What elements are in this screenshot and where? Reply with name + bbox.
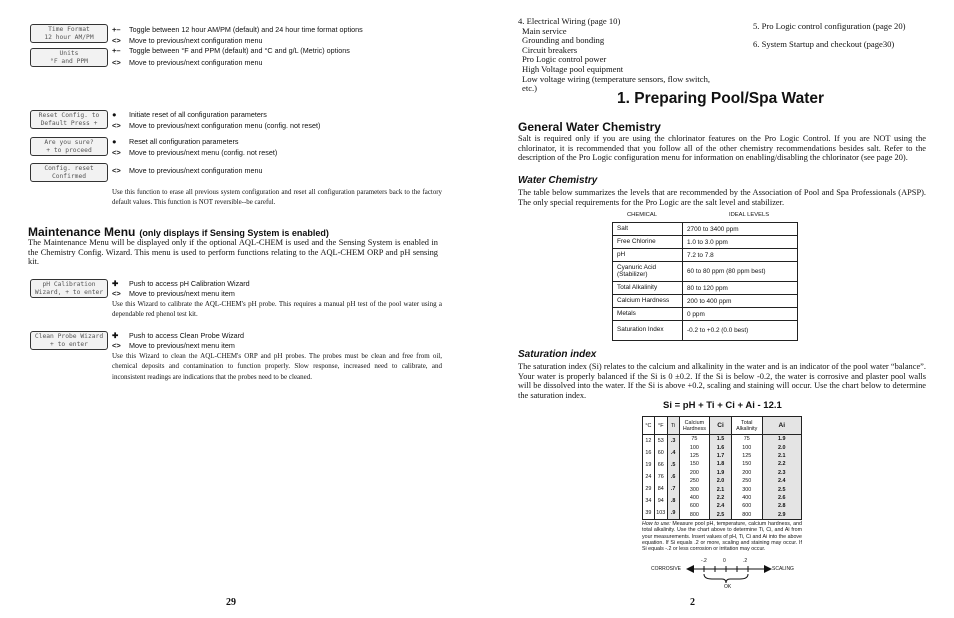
toc-subitem: Grounding and bonding bbox=[522, 35, 605, 46]
levels-value: 60 to 80 ppm (80 ppm best) bbox=[683, 262, 798, 282]
si-cell-c: 12 bbox=[645, 438, 652, 444]
action-text: Move to previous/next configuration menu (config. not reset) bbox=[129, 121, 321, 130]
levels-chemical: Free Chlorine bbox=[613, 236, 683, 249]
toc-subitem: Pro Logic control power bbox=[522, 54, 607, 65]
si-column-ta bbox=[732, 417, 763, 519]
action-text: Move to previous/next menu (config. not reset) bbox=[129, 148, 278, 157]
left-right-arrows-icon: <> bbox=[112, 148, 121, 157]
si-cell-c: 19 bbox=[645, 462, 652, 468]
si-cell-f: 53 bbox=[657, 438, 664, 444]
toc-right bbox=[753, 21, 906, 49]
si-cell-ch: 600 bbox=[689, 503, 699, 510]
si-cell-c: 39 bbox=[645, 510, 652, 516]
si-cell-ai: 2.0 bbox=[778, 444, 786, 451]
si-cell-ch: 100 bbox=[689, 444, 699, 451]
toc-subitem: Main service bbox=[522, 25, 567, 36]
saturation-title: Saturation index bbox=[518, 349, 597, 360]
si-cell-c: 29 bbox=[645, 486, 652, 492]
lcd-display bbox=[30, 24, 108, 43]
lcd-line: + to enter bbox=[50, 341, 88, 348]
si-column-ch bbox=[680, 417, 711, 519]
si-column-ti bbox=[668, 417, 680, 519]
si-column-c bbox=[643, 417, 655, 519]
si-cell-ai: 2.6 bbox=[778, 494, 786, 501]
lcd-line: Default Press + bbox=[40, 120, 98, 127]
lcd-line: 12 hour AM/PM bbox=[44, 34, 94, 41]
si-cell-ai: 2.5 bbox=[778, 486, 786, 493]
lcd-display bbox=[30, 110, 108, 129]
si-cell-ai: 2.4 bbox=[778, 478, 786, 485]
si-cell-ta: 600 bbox=[742, 503, 752, 510]
lcd-display bbox=[30, 48, 108, 67]
plus-icon: ✚ bbox=[112, 331, 119, 340]
levels-chemical: Total Alkalinity bbox=[613, 282, 683, 295]
si-cell-ch: 400 bbox=[689, 494, 699, 501]
si-cell-ch: 300 bbox=[689, 486, 699, 493]
si-cell-ti: .7 bbox=[670, 486, 676, 492]
levels-row bbox=[613, 295, 798, 308]
left-right-arrows-icon: <> bbox=[112, 341, 121, 350]
plus-button-icon: ● bbox=[112, 110, 117, 119]
how-to-use bbox=[642, 521, 802, 552]
si-cell-f: 60 bbox=[657, 450, 664, 456]
left-right-arrows-icon: <> bbox=[112, 121, 121, 130]
si-cell-ci: 2.2 bbox=[716, 494, 725, 501]
left-right-arrows-icon: <> bbox=[112, 36, 121, 45]
si-cell-f: 84 bbox=[657, 486, 664, 492]
toc-subitem: High Voltage pool equipment bbox=[522, 63, 624, 74]
lcd-line: Time Format bbox=[48, 25, 90, 33]
general-title: General Water Chemistry bbox=[518, 120, 661, 134]
si-column-ai bbox=[763, 417, 802, 519]
si-cell-ci: 1.5 bbox=[716, 436, 725, 443]
action-text: Toggle between °F and PPM (default) and °C and g/L (Metric) options bbox=[129, 46, 350, 55]
si-cell-ch: 150 bbox=[689, 461, 699, 468]
chapter-title: 1. Preparing Pool/Spa Water bbox=[617, 90, 825, 107]
action-row bbox=[112, 166, 262, 175]
lcd-line: Clean Probe Wizard bbox=[34, 332, 104, 340]
si-cell-f: 66 bbox=[657, 462, 664, 468]
lcd-line: + to proceed bbox=[46, 147, 92, 154]
maintenance-title: Maintenance Menu bbox=[28, 225, 136, 239]
si-cell-ti: .6 bbox=[670, 474, 676, 480]
action-text: Move to previous/next menu item bbox=[129, 341, 235, 350]
action-row bbox=[112, 46, 350, 55]
lcd-line: Are you sure? bbox=[44, 138, 94, 146]
scale-tick-pos: .2 bbox=[743, 558, 748, 564]
si-cell-ta: 250 bbox=[742, 478, 752, 485]
levels-row bbox=[613, 308, 798, 321]
si-cell-ti: .3 bbox=[670, 438, 676, 444]
lcd-line: Reset Config. to bbox=[38, 111, 100, 119]
si-cell-f: 103 bbox=[656, 510, 666, 516]
si-cell-ci: 2.1 bbox=[716, 486, 725, 493]
wizard-note: Use this Wizard to calibrate the AQL-CHEM's pH probe. This requires a manual pH test of the pool water using a dependable red phenol test kit. bbox=[112, 300, 442, 319]
page-number-left: 29 bbox=[226, 597, 236, 608]
saturation-index-table bbox=[642, 416, 802, 520]
si-header-ch: Calcium Hardness bbox=[680, 417, 710, 435]
action-text: Reset all configuration parameters bbox=[129, 137, 239, 146]
plus-minus-icon: +– bbox=[112, 25, 121, 34]
si-cell-ta: 150 bbox=[742, 461, 752, 468]
water-text: The table below summarizes the levels that are recommended by the Association of Pool and Spa Professionals (APSP). The only special requirements for the Pro Logic are the salt level and stabilizer. bbox=[518, 188, 926, 207]
lcd-display bbox=[30, 137, 108, 156]
si-cell-ch: 75 bbox=[691, 436, 698, 443]
si-body-ai bbox=[763, 435, 802, 519]
levels-value: -0.2 to +0.2 (0.0 best) bbox=[683, 321, 798, 341]
levels-chemical: Metals bbox=[613, 308, 683, 321]
plus-button-icon: ● bbox=[112, 137, 117, 146]
si-cell-f: 76 bbox=[657, 474, 664, 480]
action-text: Move to previous/next configuration menu bbox=[129, 36, 263, 45]
action-row bbox=[112, 121, 320, 130]
si-cell-ai: 2.1 bbox=[778, 452, 786, 459]
maintenance-intro: The Maintenance Menu will be displayed only if the optional AQL-CHEM is used and the Sensing System is enabled in the Chemistry Config. Wizard. This menu is used to perform functions relating to the AQL-CHEM ORP and pH sensing kit. bbox=[28, 238, 438, 267]
how-to-use-text: Measure pool pH, temperature, calcium hardness, and total alkalinity. Use the chart above to determine Ti, Ci, and Ai from your measurements. Insert values of pH, Ti, Ci and Ai into the above equation. If Si equals .2 or more, scaling and staining may occur. If Si equals -.2 or less corrosion or irritation may occur. bbox=[642, 521, 802, 553]
water-title: Water Chemistry bbox=[518, 175, 598, 186]
scale-scaling: SCALING bbox=[772, 566, 794, 572]
scale-tick-zero: 0 bbox=[723, 558, 726, 564]
levels-header-levels: IDEAL LEVELS bbox=[729, 212, 770, 218]
action-row bbox=[112, 58, 262, 67]
toc-electrical-items bbox=[518, 27, 723, 94]
si-cell-ch: 200 bbox=[689, 469, 699, 476]
levels-row bbox=[613, 262, 798, 282]
levels-row bbox=[613, 282, 798, 295]
lcd-line: Wizard, + to enter bbox=[34, 289, 104, 296]
levels-row bbox=[613, 321, 798, 341]
si-header-ta: Total Alkalinity bbox=[732, 417, 762, 435]
si-cell-f: 94 bbox=[657, 498, 664, 504]
si-header-ci: Ci bbox=[710, 417, 731, 435]
si-header-c: °C bbox=[643, 417, 654, 435]
wizard-note: Use this Wizard to clean the AQL-CHEM's ORP and pH probes. The probes must be clean and free from oil, chemical deposits and contamination to function properly. Slow response, increased need to calibrate, and inconsistent readings are indications that the probes need to be cleaned. bbox=[112, 352, 442, 381]
si-column-ci bbox=[710, 417, 732, 519]
lcd-display bbox=[30, 163, 108, 182]
action-row bbox=[112, 331, 244, 340]
si-cell-ta: 75 bbox=[743, 436, 750, 443]
si-body-f bbox=[655, 435, 667, 519]
reset-note: Use this function to erase all previous system configuration and reset all configuration parameters back to the factory default values. This function is NOT reversible--be careful. bbox=[112, 189, 442, 206]
toc-electrical-title: 4. Electrical Wiring (page 10) bbox=[518, 16, 621, 26]
levels-value: 0 ppm bbox=[683, 308, 798, 321]
si-cell-ta: 400 bbox=[742, 494, 752, 501]
page-number-right: 2 bbox=[690, 597, 695, 608]
si-cell-ci: 1.7 bbox=[716, 452, 725, 459]
si-cell-ti: .8 bbox=[670, 498, 676, 504]
si-cell-ta: 300 bbox=[742, 486, 752, 493]
si-cell-ci: 1.6 bbox=[716, 444, 725, 451]
levels-row bbox=[613, 236, 798, 249]
si-cell-ta: 100 bbox=[742, 444, 752, 451]
lcd-display bbox=[30, 279, 108, 298]
si-cell-ti: .9 bbox=[670, 510, 676, 516]
toc-item-6: 6. System Startup and checkout (page30) bbox=[753, 39, 895, 49]
levels-chemical: pH bbox=[613, 249, 683, 262]
levels-chemical: Calcium Hardness bbox=[613, 295, 683, 308]
si-body-ti bbox=[668, 435, 679, 519]
action-text: Move to previous/next configuration menu bbox=[129, 58, 263, 67]
scale-tick-neg: -.2 bbox=[701, 558, 707, 564]
si-cell-ta: 125 bbox=[742, 452, 752, 459]
lcd-line: Config. reset bbox=[44, 164, 94, 172]
how-to-use-label: How to use: bbox=[642, 521, 671, 527]
plus-minus-icon: +– bbox=[112, 46, 121, 55]
action-text: Move to previous/next menu item bbox=[129, 289, 235, 298]
si-cell-ci: 1.9 bbox=[716, 469, 725, 476]
si-cell-ti: .5 bbox=[670, 462, 676, 468]
left-right-arrows-icon: <> bbox=[112, 289, 121, 298]
si-cell-ch: 800 bbox=[689, 511, 699, 518]
si-body-ch bbox=[680, 435, 710, 519]
si-cell-ch: 250 bbox=[689, 478, 699, 485]
si-cell-ti: .4 bbox=[670, 450, 676, 456]
si-header-f: °F bbox=[655, 417, 667, 435]
si-column-f bbox=[655, 417, 668, 519]
si-cell-ch: 125 bbox=[689, 452, 699, 459]
si-cell-ai: 2.2 bbox=[778, 461, 786, 468]
si-cell-ci: 2.0 bbox=[716, 478, 725, 485]
levels-row bbox=[613, 223, 798, 236]
si-cell-ta: 800 bbox=[742, 511, 752, 518]
levels-header-chemical: CHEMICAL bbox=[627, 212, 657, 218]
left-right-arrows-icon: <> bbox=[112, 58, 121, 67]
levels-value: 1.0 to 3.0 ppm bbox=[683, 236, 798, 249]
lcd-line: Units bbox=[59, 49, 79, 57]
toc-subitem: Low voltage wiring (temperature sensors, flow switch, etc.) bbox=[522, 73, 711, 94]
si-cell-ci: 1.8 bbox=[716, 461, 725, 468]
si-cell-ci: 2.5 bbox=[716, 511, 725, 518]
action-text: Toggle between 12 hour AM/PM (default) and 24 hour time format options bbox=[129, 25, 363, 34]
action-row bbox=[112, 341, 235, 350]
si-cell-ai: 1.9 bbox=[778, 436, 786, 443]
maintenance-title-note: (only displays if Sensing System is enabled) bbox=[139, 228, 329, 238]
action-text: Initiate reset of all configuration parameters bbox=[129, 110, 267, 119]
action-row bbox=[112, 36, 262, 45]
si-body-c bbox=[643, 435, 654, 519]
scale-corrosive: CORROSIVE bbox=[651, 566, 682, 572]
action-text: Push to access Clean Probe Wizard bbox=[129, 331, 245, 340]
left-right-arrows-icon: <> bbox=[112, 166, 121, 175]
levels-value: 80 to 120 ppm bbox=[683, 282, 798, 295]
levels-chemical: Cyanuric Acid (Stabilizer) bbox=[613, 262, 683, 282]
si-cell-ai: 2.8 bbox=[778, 503, 786, 510]
levels-value: 200 to 400 ppm bbox=[683, 295, 798, 308]
scale-ok: OK bbox=[724, 584, 732, 590]
si-body-ci bbox=[710, 435, 731, 519]
general-text: Salt is required only if you are using the chlorinator features on the Pro Logic Control. If you are NOT using the chlorinator, it is recommended that you follow all of the other chemistry recommendations besides salt. Refer to the description of the Pro Logic configuration menu for information on enabling/disabling the chlorinator (see page 20). bbox=[518, 134, 926, 163]
si-formula: Si = pH + Ti + Ci + Ai - 12.1 bbox=[663, 400, 782, 411]
action-row bbox=[112, 279, 250, 288]
levels-value: 7.2 to 7.8 bbox=[683, 249, 798, 262]
levels-chemical: Salt bbox=[613, 223, 683, 236]
action-row bbox=[112, 289, 235, 298]
toc-electrical bbox=[518, 17, 723, 94]
lcd-display bbox=[30, 331, 108, 350]
si-cell-ai: 2.9 bbox=[778, 511, 786, 518]
si-cell-c: 16 bbox=[645, 450, 652, 456]
ideal-levels-table bbox=[612, 222, 798, 341]
levels-chemical: Saturation Index bbox=[613, 321, 683, 341]
action-text: Move to previous/next configuration menu bbox=[129, 166, 263, 175]
saturation-text: The saturation index (Si) relates to the calcium and alkalinity in the water and is an indicator of the pool water “balance”. Your water is properly balanced if the Si is 0 ±0.2. If the Si is below -0.2, the water is corrosive and plaster pool walls will be dissolved into the water. If the Si is above +0.2, scaling and staining will occur. Use the chart below to determine the saturation index. bbox=[518, 362, 926, 400]
si-body-ta bbox=[732, 435, 762, 519]
si-cell-ai: 2.3 bbox=[778, 469, 786, 476]
plus-icon: ✚ bbox=[112, 279, 119, 288]
action-row bbox=[112, 110, 267, 119]
action-text: Push to access pH Calibration Wizard bbox=[129, 279, 250, 288]
lcd-line: pH Calibration bbox=[42, 280, 96, 288]
si-cell-ta: 200 bbox=[742, 469, 752, 476]
si-scale bbox=[650, 557, 800, 593]
levels-value: 2700 to 3400 ppm bbox=[683, 223, 798, 236]
action-row bbox=[112, 25, 363, 34]
toc-subitem: Circuit breakers bbox=[522, 44, 578, 55]
lcd-line: °F and PPM bbox=[50, 58, 88, 65]
si-header-ti: Ti bbox=[668, 417, 679, 435]
action-row bbox=[112, 137, 238, 146]
si-cell-ci: 2.4 bbox=[716, 503, 725, 510]
action-row bbox=[112, 148, 277, 157]
lcd-line: Confirmed bbox=[51, 173, 87, 180]
si-header-ai: Ai bbox=[763, 417, 802, 435]
si-cell-c: 24 bbox=[645, 474, 652, 480]
levels-row bbox=[613, 249, 798, 262]
si-cell-c: 34 bbox=[645, 498, 652, 504]
toc-item-5: 5. Pro Logic control configuration (page 20) bbox=[753, 21, 906, 31]
